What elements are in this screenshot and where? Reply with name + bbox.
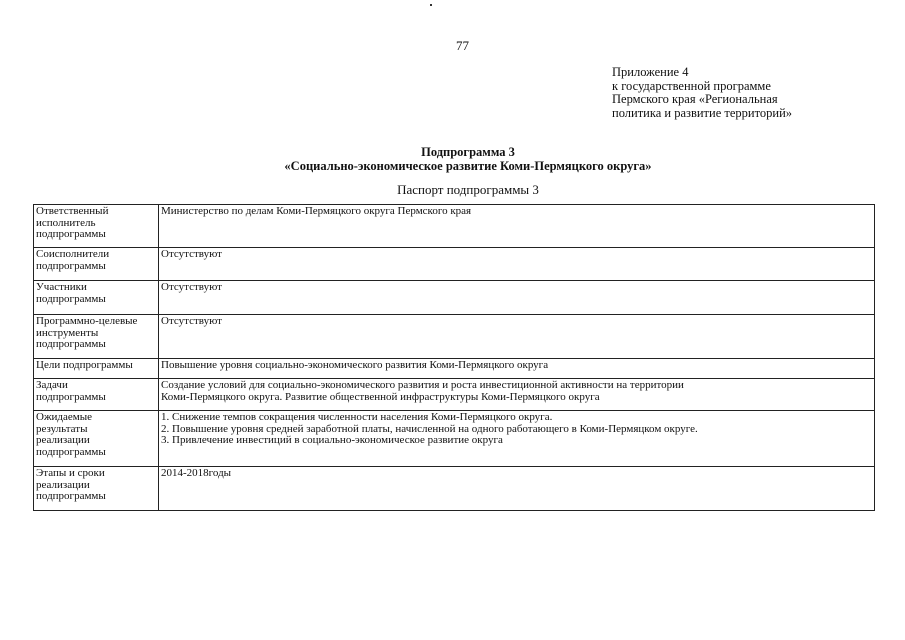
row-label-cell	[34, 379, 159, 411]
table-row	[34, 467, 875, 511]
row-label-line: Ответственный	[36, 205, 109, 217]
row-label-line: Участники	[36, 281, 87, 293]
row-value-cell	[159, 205, 875, 248]
row-label-line: результаты	[36, 422, 88, 435]
row-value-cell	[159, 411, 875, 467]
table-row	[34, 359, 875, 379]
row-value-line: Отсутствуют	[161, 248, 222, 260]
row-value-line: 3. Привлечение инвестиций в социально-экономическое развитие округа	[161, 434, 503, 447]
row-label-line: Соисполнители	[36, 248, 110, 260]
row-label-cell	[34, 248, 159, 281]
table-row	[34, 411, 875, 467]
row-value-cell	[159, 467, 875, 511]
appendix-note	[612, 66, 792, 120]
scan-speck	[430, 4, 432, 6]
table-row	[34, 315, 875, 359]
row-label-line: подпрограммы	[36, 338, 106, 351]
row-label-cell	[34, 315, 159, 359]
appendix-line: к государственной программе	[612, 78, 771, 93]
subprogram-title: Подпрограмма 3	[421, 145, 515, 159]
row-label-cell	[34, 359, 159, 379]
passport-table	[33, 204, 875, 511]
row-value-cell	[159, 281, 875, 315]
row-label-line: инструменты	[36, 326, 99, 339]
row-label-line: подпрограммы	[36, 292, 106, 305]
row-value-cell	[159, 379, 875, 411]
row-value-line: Повышение уровня социально-экономического развития Коми-Пермяцкого округа	[161, 359, 549, 371]
page-number: 77	[456, 38, 469, 53]
row-label-cell	[34, 281, 159, 315]
appendix-line: Приложение 4	[612, 65, 689, 79]
row-label-line: подпрограммы	[36, 490, 106, 503]
table-row	[34, 281, 875, 315]
row-label-line: подпрограммы	[36, 259, 106, 272]
row-label-cell	[34, 411, 159, 467]
row-value-line: 2. Повышение уровня средней заработной платы, начисленной на одного работающего в Коми-Пермяцком округе.	[161, 422, 698, 435]
row-label-line: Ожидаемые	[36, 411, 93, 423]
table-row	[34, 248, 875, 281]
row-label-line: подпрограммы	[36, 228, 106, 241]
row-value-cell	[159, 248, 875, 281]
table-row	[34, 379, 875, 411]
row-value-line: 2014-2018годы	[161, 467, 232, 479]
row-value-line: Министерство по делам Коми-Пермяцкого округа Пермского края	[161, 205, 472, 217]
row-label-line: Программно-целевые	[36, 315, 138, 327]
row-value-line: Коми-Пермяцкого округа. Развитие общественной инфраструктуры Коми-Пермяцкого округа	[161, 390, 600, 403]
row-label-line: подпрограммы	[36, 390, 106, 403]
row-label-line: Задачи	[36, 379, 68, 391]
row-label-cell	[34, 205, 159, 248]
row-label-line: реализации	[36, 478, 90, 491]
table-row	[34, 205, 875, 248]
subprogram-name: «Социально-экономическое развитие Коми-Пермяцкого округа»	[284, 159, 652, 173]
appendix-line: Пермского края «Региональная	[612, 92, 778, 106]
row-label-cell	[34, 467, 159, 511]
title-block	[30, 145, 905, 197]
row-value-line: 1. Снижение темпов сокращения численности населения Коми-Пермяцкого округа.	[161, 411, 553, 423]
row-label-line: подпрограммы	[36, 445, 106, 458]
row-value-cell	[159, 359, 875, 379]
passport-title: Паспорт подпрограммы 3	[397, 182, 539, 197]
row-label-line: реализации	[36, 434, 90, 447]
row-label-line: Цели подпрограммы	[36, 359, 133, 371]
row-label-line: исполнитель	[36, 216, 96, 229]
row-value-line: Создание условий для социально-экономического развития и роста инвестиционной активности на территории	[161, 379, 684, 391]
row-value-cell	[159, 315, 875, 359]
row-value-line: Отсутствуют	[161, 315, 222, 327]
appendix-line: политика и развитие территорий»	[612, 105, 793, 120]
row-label-line: Этапы и сроки	[36, 467, 105, 479]
row-value-line: Отсутствуют	[161, 281, 222, 293]
